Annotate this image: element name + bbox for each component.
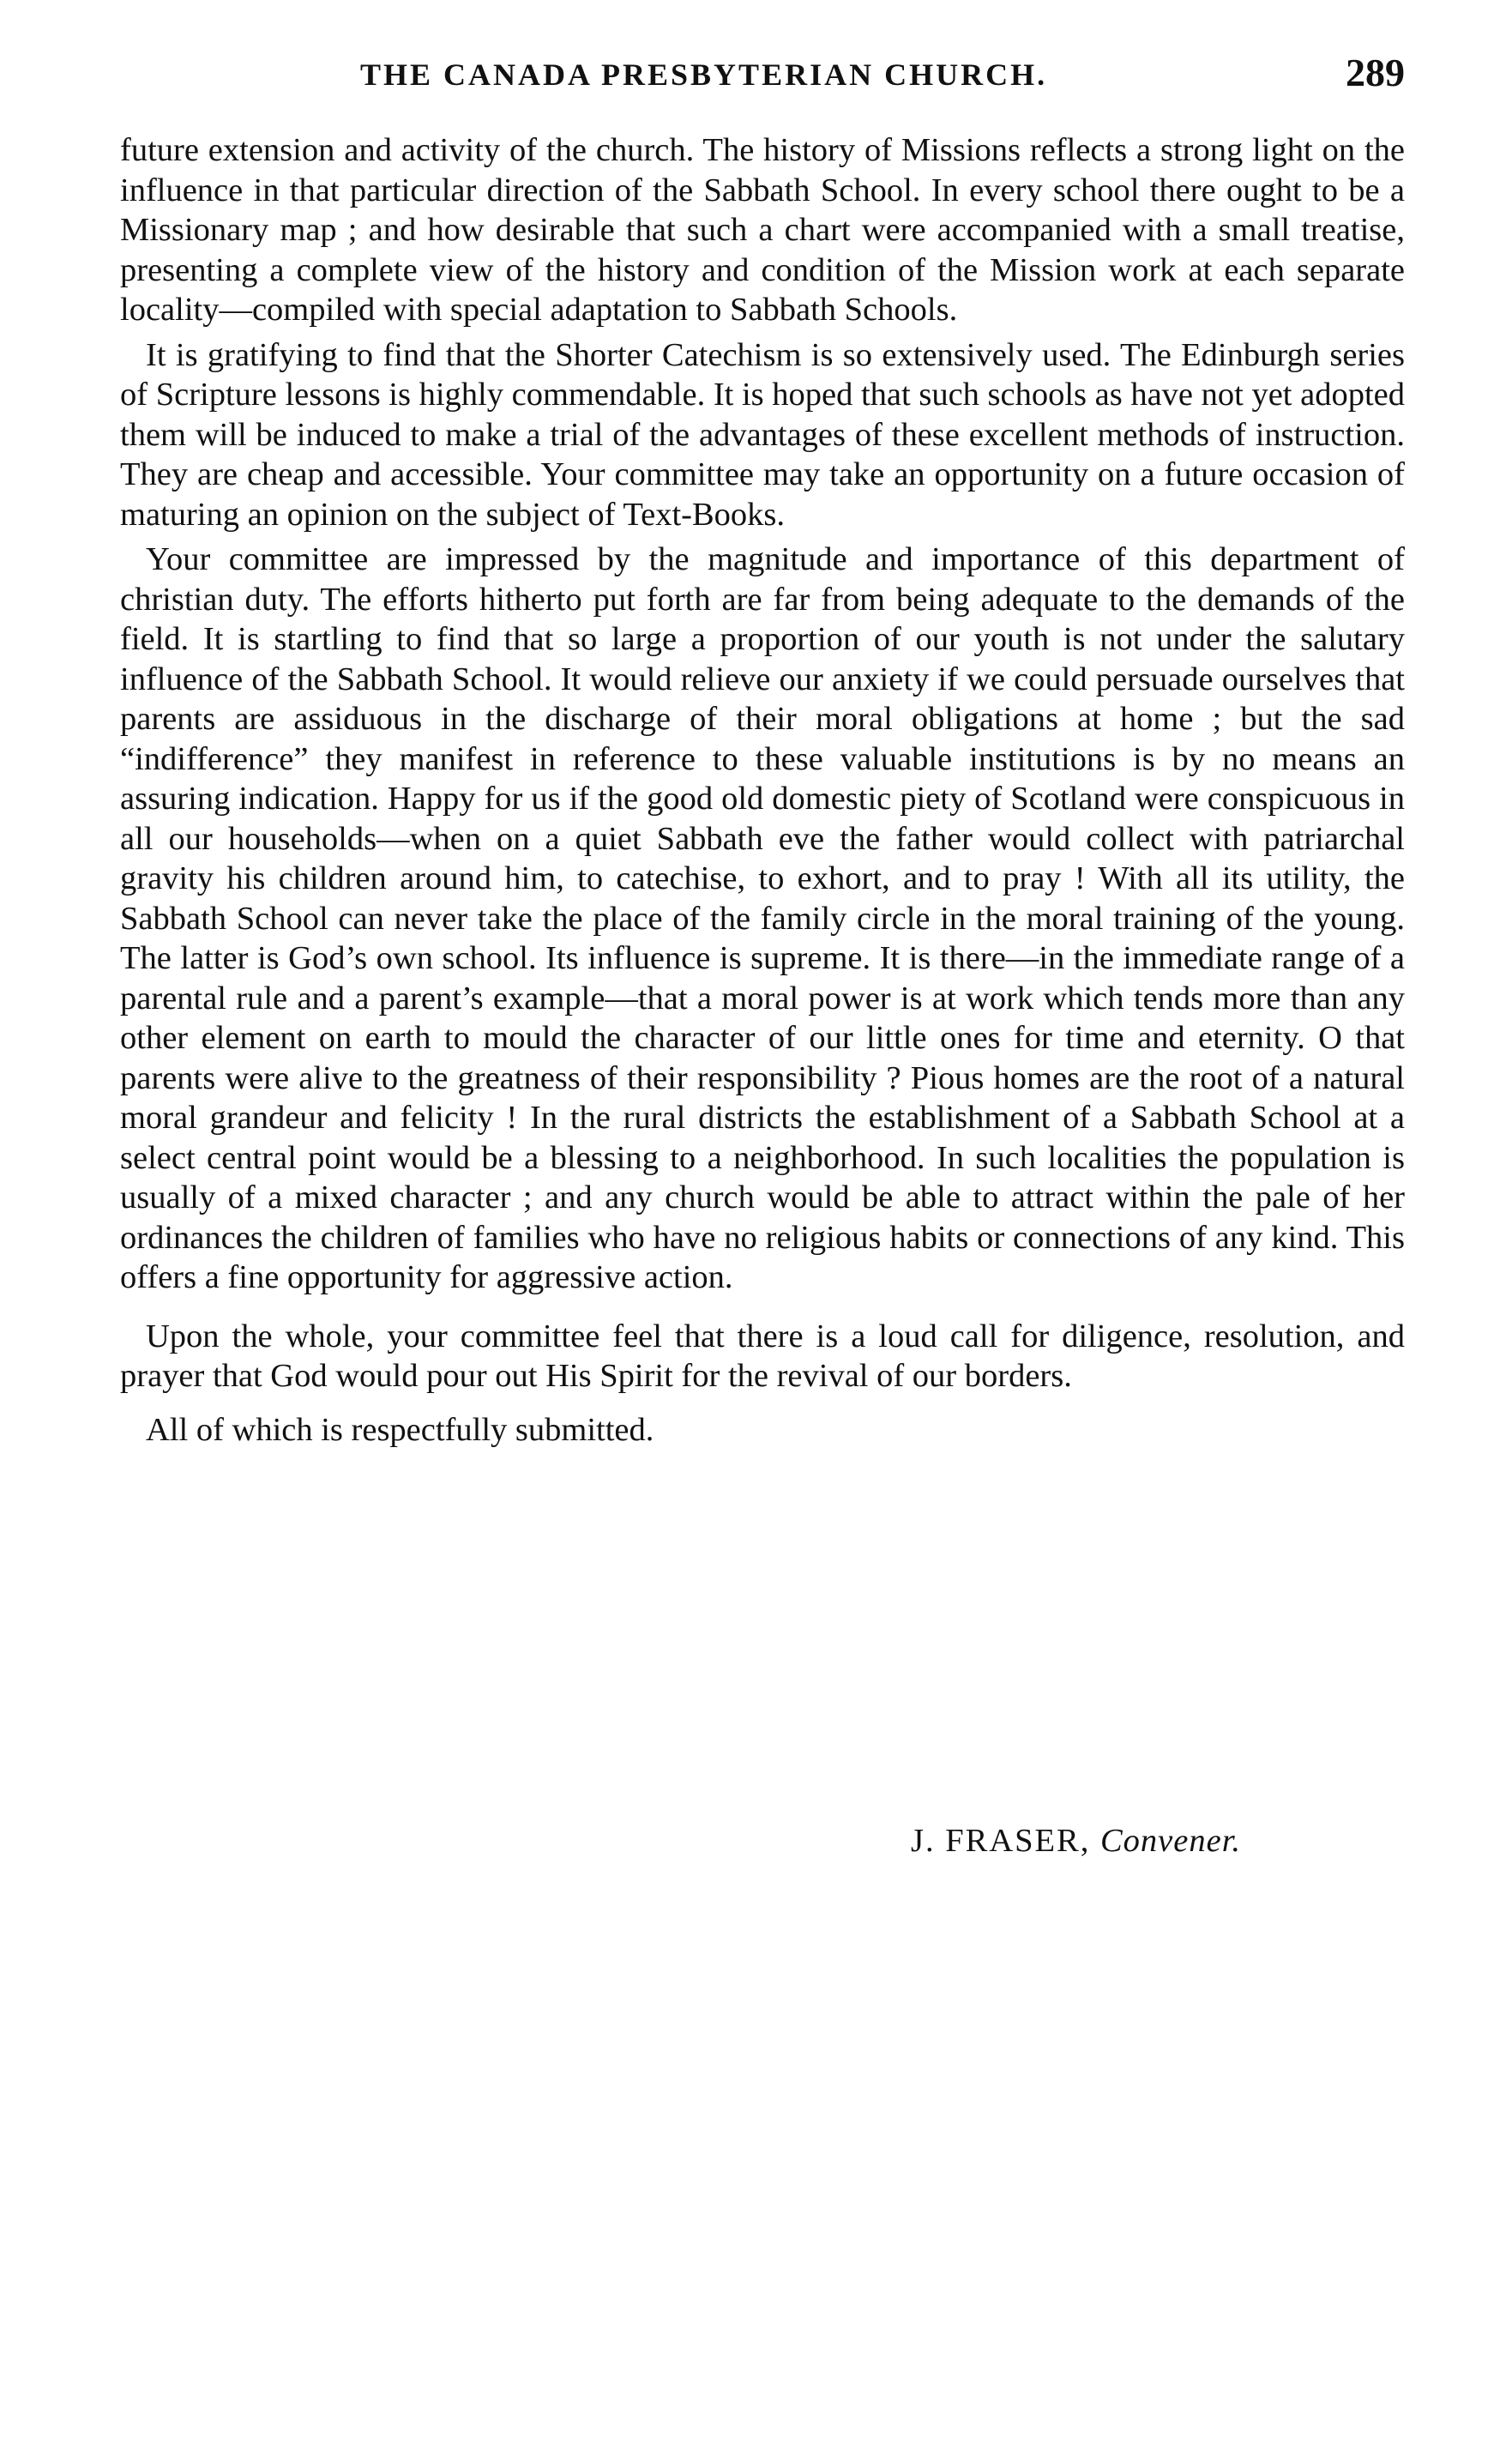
running-header: [120, 50, 1405, 101]
body-text: [120, 130, 1405, 1483]
signature-role: Convener.: [1100, 1823, 1242, 1859]
page-number: 289: [1346, 51, 1405, 94]
paragraph-conclusion: Upon the whole, your committee feel that there is a loud call for diligence, resolution, and prayer that God would pour out His Spirit for the revival of our borders.: [120, 1318, 1405, 1394]
paragraph-missions: future extension and activity of the church. The history of Missions reflects a strong light on the influence in that particular direction of the Sabbath School. In every school there ought to be a Missionary map ; and how desirable that such a chart were accompanied with a small treatise, presenting a complete view of the history and condition of the Mission work at each separate locality—compiled with special adaptation to Sabbath Schools.: [120, 132, 1405, 328]
paragraph-catechism: It is gratifying to find that the Shorter Catechism is so extensively used. The Edinburgh series of Scripture lessons is highly commendable. It is hoped that such schools as have not yet adopted them will be induced to make a trial of the advantages of these excellent methods of instruction. They are cheap and accessible. Your committee may take an opportunity on a future occasion of maturing an opinion on the subject of Text-Books.: [120, 336, 1406, 533]
signature-block: [911, 1822, 1241, 1860]
closing-line: All of which is respectfully submitted.: [146, 1411, 654, 1448]
paragraph-committee-duty: Your committee are impressed by the magnitude and importance of this department of christian duty. The efforts hitherto put forth are far from being adequate to the demands of the field. It is startling to find that so large a proportion of our youth is not under the salutary influence of the Sabbath School. It would relieve our anxiety if we could persuade ourselves that parents are assiduous in the discharge of their moral obligations at home ; but the sad “indifference” they manifest in reference to these valuable institutions is by no means an assuring indication. Happy for us if the good old domestic piety of Scotland were conspicuous in all our households—when on a quiet Sabbath eve the father would collect with patriarchal gravity his children around him, to catechise, to exhort, and to pray ! With all its utility, the Sabbath School can never take the place of the family circle in the moral training of the young. The latter is God’s own school. Its influence is supreme. It is there—in the immediate range of a parental rule and a parent’s example—that a moral power is at work which tends more than any other element on earth to mould the character of our little ones for time and eternity. O that parents were alive to the greatness of their responsibility ? Pious homes are the root of a natural moral grandeur and felicity ! In the rural districts the establishment of a Sabbath School at a select central point would be a blessing to a neighborhood. In such localities the population is usually of a mixed character ; and any church would be able to attract within the pale of her ordinances the children of families who have no religious habits or connections of any kind. This offers a fine opportunity for aggressive action.: [120, 541, 1405, 1295]
signature-name: J. FRASER,: [911, 1823, 1091, 1859]
running-title: THE CANADA PRESBYTERIAN CHURCH.: [360, 57, 1048, 92]
